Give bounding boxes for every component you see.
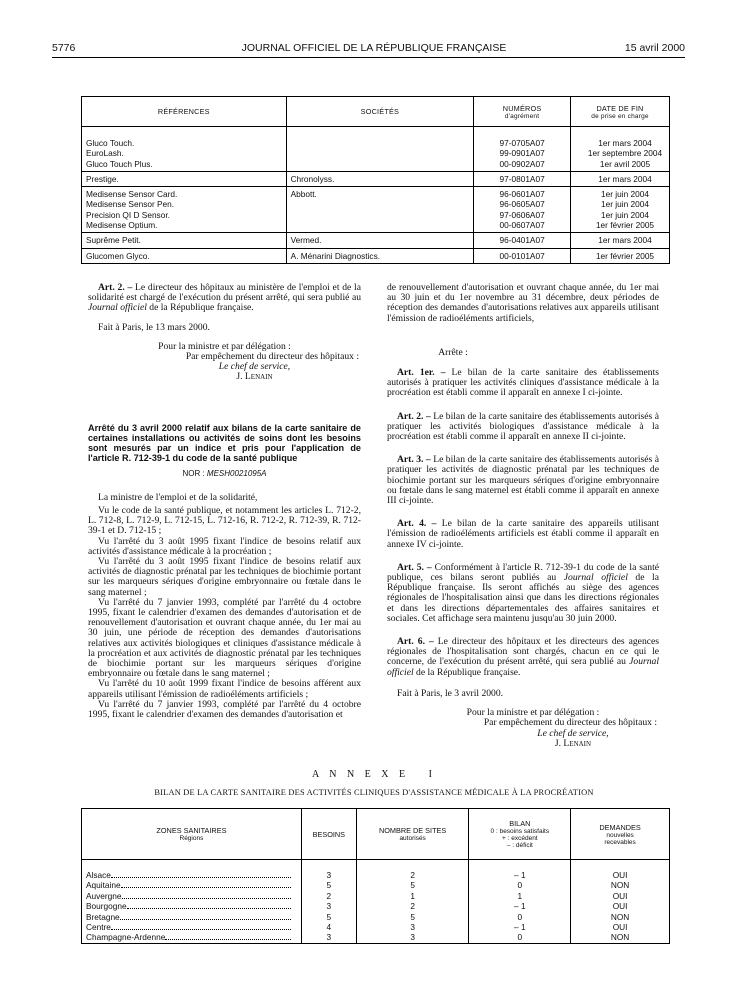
cell-sites: 1	[356, 891, 469, 901]
agrement-number: 96-0605A07	[499, 199, 545, 210]
cell-besoins: 3	[301, 901, 356, 911]
cell-region	[82, 901, 302, 911]
cell-references	[82, 233, 287, 248]
cell-bilan: 0	[469, 880, 571, 890]
leader-dots	[120, 913, 291, 920]
reference-name: Precision QI D Sensor.	[86, 209, 170, 220]
cell-sites: 3	[356, 922, 469, 932]
cell-bilan: 1	[469, 891, 571, 901]
cell-sites: 5	[356, 912, 469, 922]
cell-demandes: OUI	[571, 901, 670, 911]
cell-region	[82, 912, 302, 922]
cell-demandes: OUI	[571, 891, 670, 901]
end-date: 1er mars 2004	[598, 235, 652, 246]
continuation-paragraph: de renouvellement d'autorisation et ouvrant chaque année, du 1er mai au 30 juin et du 1er novembre au 31 décembre, deux périodes de réception des demandes d'autorisations relatives aux appareils utilisant l'émission de radioéléments artificiels,	[387, 282, 659, 324]
leader-dots	[127, 902, 291, 909]
right-column	[387, 283, 659, 749]
left-column	[88, 283, 361, 720]
signature2-line-1: Pour la ministre et par délégation :	[466, 707, 600, 719]
agrement-number: 96-0401A07	[499, 235, 545, 246]
reference-name: Gluco Touch Plus.	[86, 158, 153, 169]
reference-name: Glucomen Glyco.	[86, 250, 150, 261]
cell-demandes: NON	[571, 880, 670, 890]
references-table	[81, 96, 670, 264]
article-6: Art. 6. – Le directeur des hôpitaux et les directeurs des agences régionales de l'hospitalisation sont chargés, chacun en ce qui le concerne, de l'exécution du présent arrêté, qui sera publié au Journal officiel de la République française.	[387, 636, 659, 678]
table-row	[82, 901, 670, 911]
reference-name: Gluco Touch.	[86, 138, 135, 148]
region-name: Bourgogne	[86, 901, 127, 912]
societe-name: Vermed.	[290, 235, 322, 246]
leader-dots	[165, 933, 291, 940]
cell-besoins: 3	[301, 932, 356, 943]
col-header-bilan: BILAN 0 : besoins satisfaits + : excédent – : déficit	[469, 809, 571, 860]
article-3: Art. 3. – Le bilan de la carte sanitaire des établissements autorisés à pratiquer les activités de diagnostic prénatal par les techniques de biochimie portant sur les marqueurs sériques d'origine embryonnaire ou fœtale dans le sang maternel est établi comme il apparaît en annexe III ci-jointe.	[387, 454, 659, 507]
cell-date	[571, 187, 670, 233]
signature2-name: J. Lenain	[554, 737, 592, 749]
cell-region	[82, 860, 302, 881]
col-header-sites: NOMBRE DE SITES autorisés	[356, 809, 469, 860]
cell-numeros	[474, 171, 571, 186]
societe-name: A. Ménarini Diagnostics.	[290, 250, 381, 261]
header-rule	[52, 57, 685, 58]
cell-besoins: 4	[301, 922, 356, 932]
region-name: Aquitaine	[86, 880, 121, 891]
cell-bilan: 0	[469, 932, 571, 943]
cell-region	[82, 891, 302, 901]
societe-name: Chronolyss.	[290, 173, 335, 184]
reference-name: Suprême Petit.	[86, 235, 141, 246]
cell-numeros	[474, 248, 571, 263]
agrement-number: 96-0601A07	[499, 189, 545, 200]
end-date: 1er février 2005	[595, 220, 655, 231]
cell-societe	[286, 171, 474, 186]
cell-bilan: 0	[469, 912, 571, 922]
signature-line-2: Par empêchement du directeur des hôpitaux :	[185, 351, 359, 363]
fait-a-paris-1: Fait à Paris, le 13 mars 2000.	[98, 321, 210, 333]
cell-date	[571, 171, 670, 186]
societe-name: Abbott.	[290, 189, 317, 200]
end-date: 1er juin 2004	[601, 209, 649, 220]
cell-references	[82, 127, 287, 172]
nor-reference: NOR : MESH0021095A	[182, 468, 267, 478]
signature2-line-2: Par empêchement du directeur des hôpitaux :	[483, 717, 657, 729]
cell-references	[82, 187, 287, 233]
arrete-heading: Arrête :	[438, 346, 468, 358]
col-header-zones: ZONES SANITAIRES Régions	[82, 809, 302, 860]
fait-a-paris-2: Fait à Paris, le 3 avril 2000.	[397, 687, 504, 699]
reference-name: Medisense Optium.	[86, 220, 158, 231]
signature-line-1: Pour la ministre et par délégation :	[158, 340, 291, 352]
col-header-demandes: DEMANDES nouvelles recevables	[571, 809, 670, 860]
agrement-number: 00-0607A07	[499, 220, 545, 231]
leader-dots	[111, 871, 291, 878]
cell-bilan: – 1	[469, 901, 571, 911]
end-date: 1er mars 2004	[598, 173, 652, 184]
region-name: Centre	[86, 922, 111, 933]
paragraph-vu-arrete-5: Vu l'arrêté du 7 janvier 1993, complété par l'arrêté du 4 octobre 1995, fixant le calendrier d'examen des demandes d'autorisation et	[88, 698, 361, 721]
agrement-number: 00-0902A07	[499, 158, 545, 169]
col-header-besoins: BESOINS	[301, 809, 356, 860]
article-2: Art. 2. – Le bilan de la carte sanitaire des établissements autorisés à pratiquer les activités biologiques d'assistance médicale à la procréation est établi comme il apparaît en annexe II ci-jointe.	[387, 410, 659, 443]
table-row	[82, 891, 670, 901]
cell-besoins: 5	[301, 880, 356, 890]
signature-name-1: J. Lenain	[236, 371, 273, 383]
paragraph-ministre: La ministre de l'emploi et de la solidarité,	[98, 491, 258, 503]
annexe-subtitle: BILAN DE LA CARTE SANITAIRE DES ACTIVITÉS CLINIQUES D'ASSISTANCE MÉDICALE À LA PROCRÉATION	[154, 788, 594, 797]
reference-name: EuroLash.	[86, 148, 124, 159]
cell-date	[571, 233, 670, 248]
table-row	[82, 932, 670, 943]
annexe-table-body	[82, 860, 670, 944]
article-5: Art. 5. – Conformément à l'article R. 712-39-1 du code de la santé publique, ces bilans seront publiés au Journal officiel de la République française. Ils seront affichés au siège des agences régionales de l'hospitalisation ainsi que dans les directions régionales et dans les directions départementales des affaires sanitaires et sociales. Cet affichage sera maintenu jusqu'au 30 juin 2000.	[387, 561, 659, 624]
issue-date: 15 avril 2000	[624, 42, 685, 54]
leader-dots	[111, 923, 291, 930]
cell-region	[82, 932, 302, 943]
page-number: 5776	[52, 42, 76, 54]
end-date: 1er juin 2004	[601, 199, 649, 210]
cell-societe	[286, 248, 474, 263]
cell-societe	[286, 233, 474, 248]
reference-name: Medisense Sensor Card.	[86, 189, 178, 200]
cell-region	[82, 880, 302, 890]
paragraph-vu-code: Vu le code de la santé publique, et notamment les articles L. 712-2, L. 712-8, L. 712-9, L. 712-15, L. 712-16, R. 712-2, R. 712-39, R. 712-39-1 et D. 712-15 ;	[88, 505, 361, 537]
cell-besoins: 3	[301, 860, 356, 881]
article-2-paragraph: Art. 2. – Le directeur des hôpitaux au ministère de l'emploi et de la solidarité est chargé de l'exécution du présent arrêté, qui sera publié au Journal officiel de la République française.	[88, 282, 361, 314]
leader-dots	[121, 881, 291, 888]
arrete-title: Arrêté du 3 avril 2000 relatif aux bilans de la carte sanitaire de certaines installations ou activités de soins dont les besoins sont mesurés par un indice et pris pour l'application de l'article R. 712-39-1 du code de la santé publique	[88, 422, 361, 463]
end-date: 1er mars 2004	[598, 138, 652, 148]
region-name: Bretagne	[86, 911, 120, 922]
agrement-number: 97-0606A07	[499, 209, 545, 220]
agrement-number: 97-0705A07	[499, 138, 545, 148]
end-date: 1er avril 2005	[599, 158, 651, 169]
cell-societe	[286, 127, 474, 172]
table-row	[82, 233, 670, 248]
table-row	[82, 922, 670, 932]
cell-numeros	[474, 127, 571, 172]
cell-demandes: NON	[571, 912, 670, 922]
cell-numeros	[474, 233, 571, 248]
table-row	[82, 171, 670, 186]
col-header-references: RÉFÉRENCES	[82, 97, 287, 127]
paragraph-vu-arrete-2: Vu l'arrêté du 3 août 1995 fixant l'indice de besoins relatif aux activités de diagnostic prénatal par les techniques de biochimie portant sur les marqueurs sériques d'origine embryonnaire ou fœtale dans le sang maternel ;	[88, 556, 361, 598]
signature2-line-3: Le chef de service,	[537, 727, 609, 739]
cell-societe	[286, 187, 474, 233]
col-header-numeros: NUMÉROS d'agrément	[474, 97, 571, 127]
cell-references	[82, 248, 287, 263]
table-row	[82, 860, 670, 881]
cell-region	[82, 922, 302, 932]
table-row	[82, 248, 670, 263]
agrement-number: 00-0101A07	[499, 250, 545, 261]
cell-bilan: – 1	[469, 922, 571, 932]
cell-demandes: OUI	[571, 922, 670, 932]
reference-name: Medisense Sensor Pen.	[86, 199, 175, 210]
agrement-number: 99-0901A07	[499, 148, 545, 159]
cell-demandes: OUI	[571, 860, 670, 881]
annexe-title: A N N E X E I	[312, 769, 436, 780]
cell-bilan: – 1	[469, 860, 571, 881]
end-date: 1er juin 2004	[601, 189, 649, 200]
cell-date	[571, 127, 670, 172]
end-date: 1er septembre 2004	[587, 148, 663, 159]
signature-line-3: Le chef de service,	[218, 361, 291, 373]
paragraph-vu-arrete-1: Vu l'arrêté du 3 août 1995 fixant l'indice de besoins relatif aux activités d'assistance médicale à la procréation ;	[88, 535, 361, 557]
col-header-date: DATE DE FIN de prise en charge	[571, 97, 670, 127]
journal-title: JOURNAL OFFICIEL DE LA RÉPUBLIQUE FRANÇAISE	[241, 42, 507, 54]
table-row	[82, 880, 670, 890]
table-row	[82, 187, 670, 233]
paragraph-vu-arrete-3: Vu l'arrêté du 7 janvier 1993, complété par l'arrêté du 4 octobre 1995, fixant le calendrier d'examen des demandes d'autorisation et de renouvellement d'autorisation et ouvrant chaque année, du 1er mai au 30 juin, une période de réception des demandes d'autorisations relatives aux activités biologiques et cliniques d'assistance médicale à la procréation et aux activités de diagnostic prénatal par les techniques de biochimie portant sur les marqueurs sériques d'origine embryonnaire ou fœtale dans le sang maternel ;	[88, 596, 361, 680]
reference-name: Prestige.	[86, 173, 119, 184]
table-row	[82, 912, 670, 922]
article-4: Art. 4. – Le bilan de la carte sanitaire des appareils utilisant l'émission de radioéléments artificiels est établi comme il apparaît en annexe IV ci-jointe.	[387, 518, 659, 550]
agrement-number: 97-0801A07	[499, 173, 545, 184]
article-1: Art. 1er. – Le bilan de la carte sanitaire des établissements autorisés à pratiquer les activités cliniques d'assistance médicale à la procréation est établi comme il apparaît en annexe I ci-jointe.	[387, 367, 659, 399]
paragraph-vu-arrete-4: Vu l'arrêté du 10 août 1999 fixant l'indice de besoins afférent aux appareils utilisant l'émission de radioéléments artificiels ;	[88, 678, 361, 700]
leader-dots	[122, 892, 291, 899]
cell-demandes: NON	[571, 932, 670, 943]
col-header-societes: SOCIÉTÉS	[286, 97, 474, 127]
region-name: Champagne-Ardenne	[86, 932, 166, 943]
cell-numeros	[474, 187, 571, 233]
annexe-table	[81, 808, 670, 944]
region-name: Alsace	[86, 870, 111, 880]
cell-sites: 2	[356, 860, 469, 881]
table-row	[82, 127, 670, 172]
cell-sites: 5	[356, 880, 469, 890]
cell-references	[82, 171, 287, 186]
cell-sites: 2	[356, 901, 469, 911]
cell-sites: 3	[356, 932, 469, 943]
end-date: 1er février 2005	[595, 250, 655, 261]
references-table-body	[82, 127, 670, 264]
cell-besoins: 2	[301, 891, 356, 901]
region-name: Auvergne	[86, 890, 122, 901]
cell-besoins: 5	[301, 912, 356, 922]
cell-date	[571, 248, 670, 263]
